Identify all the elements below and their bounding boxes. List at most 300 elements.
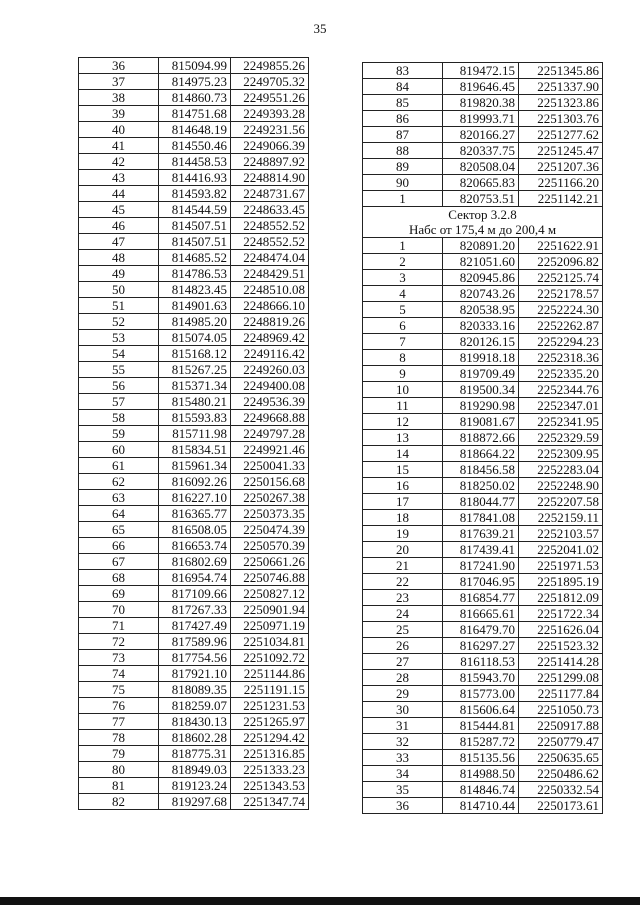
- point-number: 85: [363, 95, 443, 111]
- x-coordinate: 814860.73: [159, 90, 231, 106]
- x-coordinate: 820337.75: [443, 143, 519, 159]
- y-coordinate: 2249393.28: [231, 106, 309, 122]
- table-row: [363, 143, 603, 159]
- table-row: [363, 718, 603, 734]
- y-coordinate: 2252344.76: [519, 382, 603, 398]
- table-row: [363, 462, 603, 478]
- table-row: [363, 494, 603, 510]
- coordinates-table-left: [78, 57, 309, 810]
- point-number: 24: [363, 606, 443, 622]
- y-coordinate: 2252159.11: [519, 510, 603, 526]
- table-row: [79, 394, 309, 410]
- point-number: 28: [363, 670, 443, 686]
- x-coordinate: 815168.12: [159, 346, 231, 362]
- y-coordinate: 2252096.82: [519, 254, 603, 270]
- x-coordinate: 817046.95: [443, 574, 519, 590]
- y-coordinate: 2251323.86: [519, 95, 603, 111]
- x-coordinate: 819297.68: [159, 794, 231, 810]
- table-row: [363, 111, 603, 127]
- x-coordinate: 816954.74: [159, 570, 231, 586]
- x-coordinate: 818872.66: [443, 430, 519, 446]
- table-row: [79, 634, 309, 650]
- x-coordinate: 820753.51: [443, 191, 519, 207]
- table-row: [363, 446, 603, 462]
- y-coordinate: 2250486.62: [519, 766, 603, 782]
- point-number: 1: [363, 191, 443, 207]
- table-row: [79, 362, 309, 378]
- point-number: 63: [79, 490, 159, 506]
- point-number: 58: [79, 410, 159, 426]
- point-number: 15: [363, 462, 443, 478]
- x-coordinate: 818949.03: [159, 762, 231, 778]
- table-row: [363, 175, 603, 191]
- table-row: [79, 458, 309, 474]
- point-number: 62: [79, 474, 159, 490]
- x-coordinate: 818456.58: [443, 462, 519, 478]
- y-coordinate: 2251812.09: [519, 590, 603, 606]
- point-number: 39: [79, 106, 159, 122]
- y-coordinate: 2252329.59: [519, 430, 603, 446]
- y-coordinate: 2251265.97: [231, 714, 309, 730]
- y-coordinate: 2251144.86: [231, 666, 309, 682]
- table-row: [79, 794, 309, 810]
- table-row: [363, 478, 603, 494]
- y-coordinate: 2251166.20: [519, 175, 603, 191]
- x-coordinate: 814975.23: [159, 74, 231, 90]
- table-row: [363, 702, 603, 718]
- x-coordinate: 820665.83: [443, 175, 519, 191]
- y-coordinate: 2248969.42: [231, 330, 309, 346]
- table-row: [363, 542, 603, 558]
- table-row: [79, 330, 309, 346]
- x-coordinate: 814710.44: [443, 798, 519, 814]
- point-number: 38: [79, 90, 159, 106]
- x-coordinate: 817639.21: [443, 526, 519, 542]
- point-number: 17: [363, 494, 443, 510]
- table-row: [79, 586, 309, 602]
- table-row: [79, 218, 309, 234]
- y-coordinate: 2251895.19: [519, 574, 603, 590]
- table-row: [79, 602, 309, 618]
- x-coordinate: 815371.34: [159, 378, 231, 394]
- point-number: 71: [79, 618, 159, 634]
- x-coordinate: 820945.86: [443, 270, 519, 286]
- x-coordinate: 818602.28: [159, 730, 231, 746]
- y-coordinate: 2250267.38: [231, 490, 309, 506]
- table-row: [79, 234, 309, 250]
- y-coordinate: 2252262.87: [519, 318, 603, 334]
- x-coordinate: 817241.90: [443, 558, 519, 574]
- y-coordinate: 2252248.90: [519, 478, 603, 494]
- table-row: [79, 442, 309, 458]
- x-coordinate: 816092.26: [159, 474, 231, 490]
- point-number: 23: [363, 590, 443, 606]
- point-number: 45: [79, 202, 159, 218]
- y-coordinate: 2251092.72: [231, 650, 309, 666]
- x-coordinate: 814786.53: [159, 266, 231, 282]
- point-number: 72: [79, 634, 159, 650]
- y-coordinate: 2249400.08: [231, 378, 309, 394]
- x-coordinate: 817267.33: [159, 602, 231, 618]
- point-number: 90: [363, 175, 443, 191]
- x-coordinate: 815834.51: [159, 442, 231, 458]
- y-coordinate: 2250827.12: [231, 586, 309, 602]
- table-row: [363, 654, 603, 670]
- x-coordinate: 820743.26: [443, 286, 519, 302]
- x-coordinate: 818775.31: [159, 746, 231, 762]
- table-row: [79, 410, 309, 426]
- y-coordinate: 2251303.76: [519, 111, 603, 127]
- x-coordinate: 816479.70: [443, 622, 519, 638]
- y-coordinate: 2248814.90: [231, 170, 309, 186]
- table-row: [79, 106, 309, 122]
- point-number: 25: [363, 622, 443, 638]
- x-coordinate: 815094.99: [159, 58, 231, 74]
- x-coordinate: 814507.51: [159, 218, 231, 234]
- x-coordinate: 815444.81: [443, 718, 519, 734]
- point-number: 21: [363, 558, 443, 574]
- x-coordinate: 814416.93: [159, 170, 231, 186]
- table-row: [363, 750, 603, 766]
- point-number: 31: [363, 718, 443, 734]
- table-row: [79, 650, 309, 666]
- y-coordinate: 2251277.62: [519, 127, 603, 143]
- table-row: [363, 350, 603, 366]
- point-number: 33: [363, 750, 443, 766]
- sector-title: Сектор 3.2.8: [363, 207, 603, 223]
- point-number: 47: [79, 234, 159, 250]
- x-coordinate: 814846.74: [443, 782, 519, 798]
- x-coordinate: 819918.18: [443, 350, 519, 366]
- y-coordinate: 2251034.81: [231, 634, 309, 650]
- y-coordinate: 2249668.88: [231, 410, 309, 426]
- point-number: 70: [79, 602, 159, 618]
- sector-subtitle: Набс от 175,4 м до 200,4 м: [363, 222, 603, 238]
- y-coordinate: 2252224.30: [519, 302, 603, 318]
- y-coordinate: 2248552.52: [231, 218, 309, 234]
- point-number: 76: [79, 698, 159, 714]
- y-coordinate: 2249116.42: [231, 346, 309, 362]
- point-number: 34: [363, 766, 443, 782]
- table-row: [363, 670, 603, 686]
- sector-subtitle-row: [363, 222, 603, 238]
- point-number: 7: [363, 334, 443, 350]
- table-row: [363, 270, 603, 286]
- y-coordinate: 2251622.91: [519, 238, 603, 254]
- x-coordinate: 816854.77: [443, 590, 519, 606]
- page-number: 35: [313, 21, 327, 36]
- table-row: [363, 366, 603, 382]
- y-coordinate: 2252125.74: [519, 270, 603, 286]
- point-number: 12: [363, 414, 443, 430]
- point-number: 9: [363, 366, 443, 382]
- y-coordinate: 2250332.54: [519, 782, 603, 798]
- y-coordinate: 2252041.02: [519, 542, 603, 558]
- table-row: [363, 574, 603, 590]
- y-coordinate: 2251343.53: [231, 778, 309, 794]
- y-coordinate: 2248429.51: [231, 266, 309, 282]
- x-coordinate: 817439.41: [443, 542, 519, 558]
- y-coordinate: 2251245.47: [519, 143, 603, 159]
- y-coordinate: 2252347.01: [519, 398, 603, 414]
- point-number: 56: [79, 378, 159, 394]
- y-coordinate: 2252309.95: [519, 446, 603, 462]
- table-row: [79, 682, 309, 698]
- x-coordinate: 818089.35: [159, 682, 231, 698]
- point-number: 44: [79, 186, 159, 202]
- x-coordinate: 819993.71: [443, 111, 519, 127]
- x-coordinate: 814550.46: [159, 138, 231, 154]
- table-row: [363, 686, 603, 702]
- y-coordinate: 2251294.42: [231, 730, 309, 746]
- table-row: [79, 266, 309, 282]
- point-number: 59: [79, 426, 159, 442]
- point-number: 36: [79, 58, 159, 74]
- point-number: 60: [79, 442, 159, 458]
- point-number: 2: [363, 254, 443, 270]
- table-row: [79, 250, 309, 266]
- y-coordinate: 2252318.36: [519, 350, 603, 366]
- y-coordinate: 2251207.36: [519, 159, 603, 175]
- x-coordinate: 819820.38: [443, 95, 519, 111]
- x-coordinate: 814751.68: [159, 106, 231, 122]
- table-row: [79, 186, 309, 202]
- table-row: [363, 334, 603, 350]
- x-coordinate: 820538.95: [443, 302, 519, 318]
- x-coordinate: 814648.19: [159, 122, 231, 138]
- x-coordinate: 814593.82: [159, 186, 231, 202]
- y-coordinate: 2251142.21: [519, 191, 603, 207]
- y-coordinate: 2250917.88: [519, 718, 603, 734]
- point-number: 27: [363, 654, 443, 670]
- y-coordinate: 2251523.32: [519, 638, 603, 654]
- point-number: 80: [79, 762, 159, 778]
- point-number: 65: [79, 522, 159, 538]
- x-coordinate: 815773.00: [443, 686, 519, 702]
- table-row: [79, 570, 309, 586]
- y-coordinate: 2251626.04: [519, 622, 603, 638]
- point-number: 75: [79, 682, 159, 698]
- y-coordinate: 2248731.67: [231, 186, 309, 202]
- table-row: [363, 526, 603, 542]
- x-coordinate: 814544.59: [159, 202, 231, 218]
- y-coordinate: 2250474.39: [231, 522, 309, 538]
- table-row: [79, 666, 309, 682]
- y-coordinate: 2251347.74: [231, 794, 309, 810]
- y-coordinate: 2248633.45: [231, 202, 309, 218]
- x-coordinate: 818259.07: [159, 698, 231, 714]
- y-coordinate: 2252335.20: [519, 366, 603, 382]
- point-number: 5: [363, 302, 443, 318]
- coordinates-table-right: [362, 62, 603, 814]
- y-coordinate: 2252103.57: [519, 526, 603, 542]
- table-row: [79, 778, 309, 794]
- point-number: 51: [79, 298, 159, 314]
- x-coordinate: 815593.83: [159, 410, 231, 426]
- y-coordinate: 2250971.19: [231, 618, 309, 634]
- y-coordinate: 2251971.53: [519, 558, 603, 574]
- point-number: 29: [363, 686, 443, 702]
- table-row: [79, 730, 309, 746]
- y-coordinate: 2248819.26: [231, 314, 309, 330]
- x-coordinate: 817427.49: [159, 618, 231, 634]
- point-number: 26: [363, 638, 443, 654]
- x-coordinate: 815267.25: [159, 362, 231, 378]
- point-number: 53: [79, 330, 159, 346]
- x-coordinate: 818664.22: [443, 446, 519, 462]
- y-coordinate: 2251299.08: [519, 670, 603, 686]
- table-row: [363, 382, 603, 398]
- y-coordinate: 2251333.23: [231, 762, 309, 778]
- table-row: [363, 398, 603, 414]
- point-number: 61: [79, 458, 159, 474]
- y-coordinate: 2251191.15: [231, 682, 309, 698]
- point-number: 11: [363, 398, 443, 414]
- x-coordinate: 816365.77: [159, 506, 231, 522]
- y-coordinate: 2250041.33: [231, 458, 309, 474]
- y-coordinate: 2251050.73: [519, 702, 603, 718]
- x-coordinate: 818250.02: [443, 478, 519, 494]
- point-number: 19: [363, 526, 443, 542]
- point-number: 40: [79, 122, 159, 138]
- point-number: 89: [363, 159, 443, 175]
- table-row: [363, 606, 603, 622]
- x-coordinate: 818430.13: [159, 714, 231, 730]
- point-number: 3: [363, 270, 443, 286]
- point-number: 18: [363, 510, 443, 526]
- x-coordinate: 819123.24: [159, 778, 231, 794]
- table-row: [363, 766, 603, 782]
- point-number: 84: [363, 79, 443, 95]
- x-coordinate: 815135.56: [443, 750, 519, 766]
- x-coordinate: 815480.21: [159, 394, 231, 410]
- table-row: [79, 346, 309, 362]
- point-number: 36: [363, 798, 443, 814]
- table-row: [79, 202, 309, 218]
- y-coordinate: 2250156.68: [231, 474, 309, 490]
- point-number: 30: [363, 702, 443, 718]
- point-number: 1: [363, 238, 443, 254]
- x-coordinate: 820126.15: [443, 334, 519, 350]
- y-coordinate: 2252283.04: [519, 462, 603, 478]
- x-coordinate: 816665.61: [443, 606, 519, 622]
- point-number: 4: [363, 286, 443, 302]
- table-row: [79, 122, 309, 138]
- table-row: [79, 554, 309, 570]
- point-number: 57: [79, 394, 159, 410]
- table-row: [79, 90, 309, 106]
- y-coordinate: 2249705.32: [231, 74, 309, 90]
- table-row: [363, 238, 603, 254]
- y-coordinate: 2250661.26: [231, 554, 309, 570]
- x-coordinate: 814458.53: [159, 154, 231, 170]
- x-coordinate: 814685.52: [159, 250, 231, 266]
- x-coordinate: 817921.10: [159, 666, 231, 682]
- y-coordinate: 2251337.90: [519, 79, 603, 95]
- x-coordinate: 814985.20: [159, 314, 231, 330]
- point-number: 49: [79, 266, 159, 282]
- y-coordinate: 2252341.95: [519, 414, 603, 430]
- x-coordinate: 815943.70: [443, 670, 519, 686]
- y-coordinate: 2250901.94: [231, 602, 309, 618]
- table-row: [363, 734, 603, 750]
- point-number: 32: [363, 734, 443, 750]
- x-coordinate: 820333.16: [443, 318, 519, 334]
- table-row: [363, 127, 603, 143]
- sector-title-row: [363, 207, 603, 223]
- x-coordinate: 818044.77: [443, 494, 519, 510]
- point-number: 10: [363, 382, 443, 398]
- point-number: 81: [79, 778, 159, 794]
- table-row: [79, 618, 309, 634]
- x-coordinate: 814988.50: [443, 766, 519, 782]
- point-number: 41: [79, 138, 159, 154]
- point-number: 37: [79, 74, 159, 90]
- table-row: [79, 506, 309, 522]
- table-row: [79, 474, 309, 490]
- x-coordinate: 819472.15: [443, 63, 519, 79]
- point-number: 78: [79, 730, 159, 746]
- x-coordinate: 816653.74: [159, 538, 231, 554]
- x-coordinate: 815287.72: [443, 734, 519, 750]
- table-row: [363, 558, 603, 574]
- table-row: [363, 590, 603, 606]
- point-number: 69: [79, 586, 159, 602]
- x-coordinate: 816508.05: [159, 522, 231, 538]
- table-row: [79, 762, 309, 778]
- point-number: 8: [363, 350, 443, 366]
- table-row: [363, 302, 603, 318]
- y-coordinate: 2249536.39: [231, 394, 309, 410]
- y-coordinate: 2249551.26: [231, 90, 309, 106]
- x-coordinate: 814901.63: [159, 298, 231, 314]
- x-coordinate: 817754.56: [159, 650, 231, 666]
- y-coordinate: 2252207.58: [519, 494, 603, 510]
- table-row: [363, 318, 603, 334]
- table-row: [363, 191, 603, 207]
- x-coordinate: 819709.49: [443, 366, 519, 382]
- point-number: 87: [363, 127, 443, 143]
- x-coordinate: 814507.51: [159, 234, 231, 250]
- point-number: 14: [363, 446, 443, 462]
- point-number: 46: [79, 218, 159, 234]
- table-row: [79, 298, 309, 314]
- point-number: 64: [79, 506, 159, 522]
- table-row: [79, 154, 309, 170]
- y-coordinate: 2249921.46: [231, 442, 309, 458]
- point-number: 83: [363, 63, 443, 79]
- point-number: 52: [79, 314, 159, 330]
- table-row: [363, 79, 603, 95]
- x-coordinate: 821051.60: [443, 254, 519, 270]
- point-number: 73: [79, 650, 159, 666]
- y-coordinate: 2249260.03: [231, 362, 309, 378]
- y-coordinate: 2252178.57: [519, 286, 603, 302]
- table-row: [363, 622, 603, 638]
- x-coordinate: 815961.34: [159, 458, 231, 474]
- y-coordinate: 2248474.04: [231, 250, 309, 266]
- table-row: [79, 170, 309, 186]
- x-coordinate: 819646.45: [443, 79, 519, 95]
- y-coordinate: 2250570.39: [231, 538, 309, 554]
- point-number: 77: [79, 714, 159, 730]
- x-coordinate: 819500.34: [443, 382, 519, 398]
- x-coordinate: 816227.10: [159, 490, 231, 506]
- point-number: 22: [363, 574, 443, 590]
- point-number: 86: [363, 111, 443, 127]
- table-row: [79, 314, 309, 330]
- y-coordinate: 2251345.86: [519, 63, 603, 79]
